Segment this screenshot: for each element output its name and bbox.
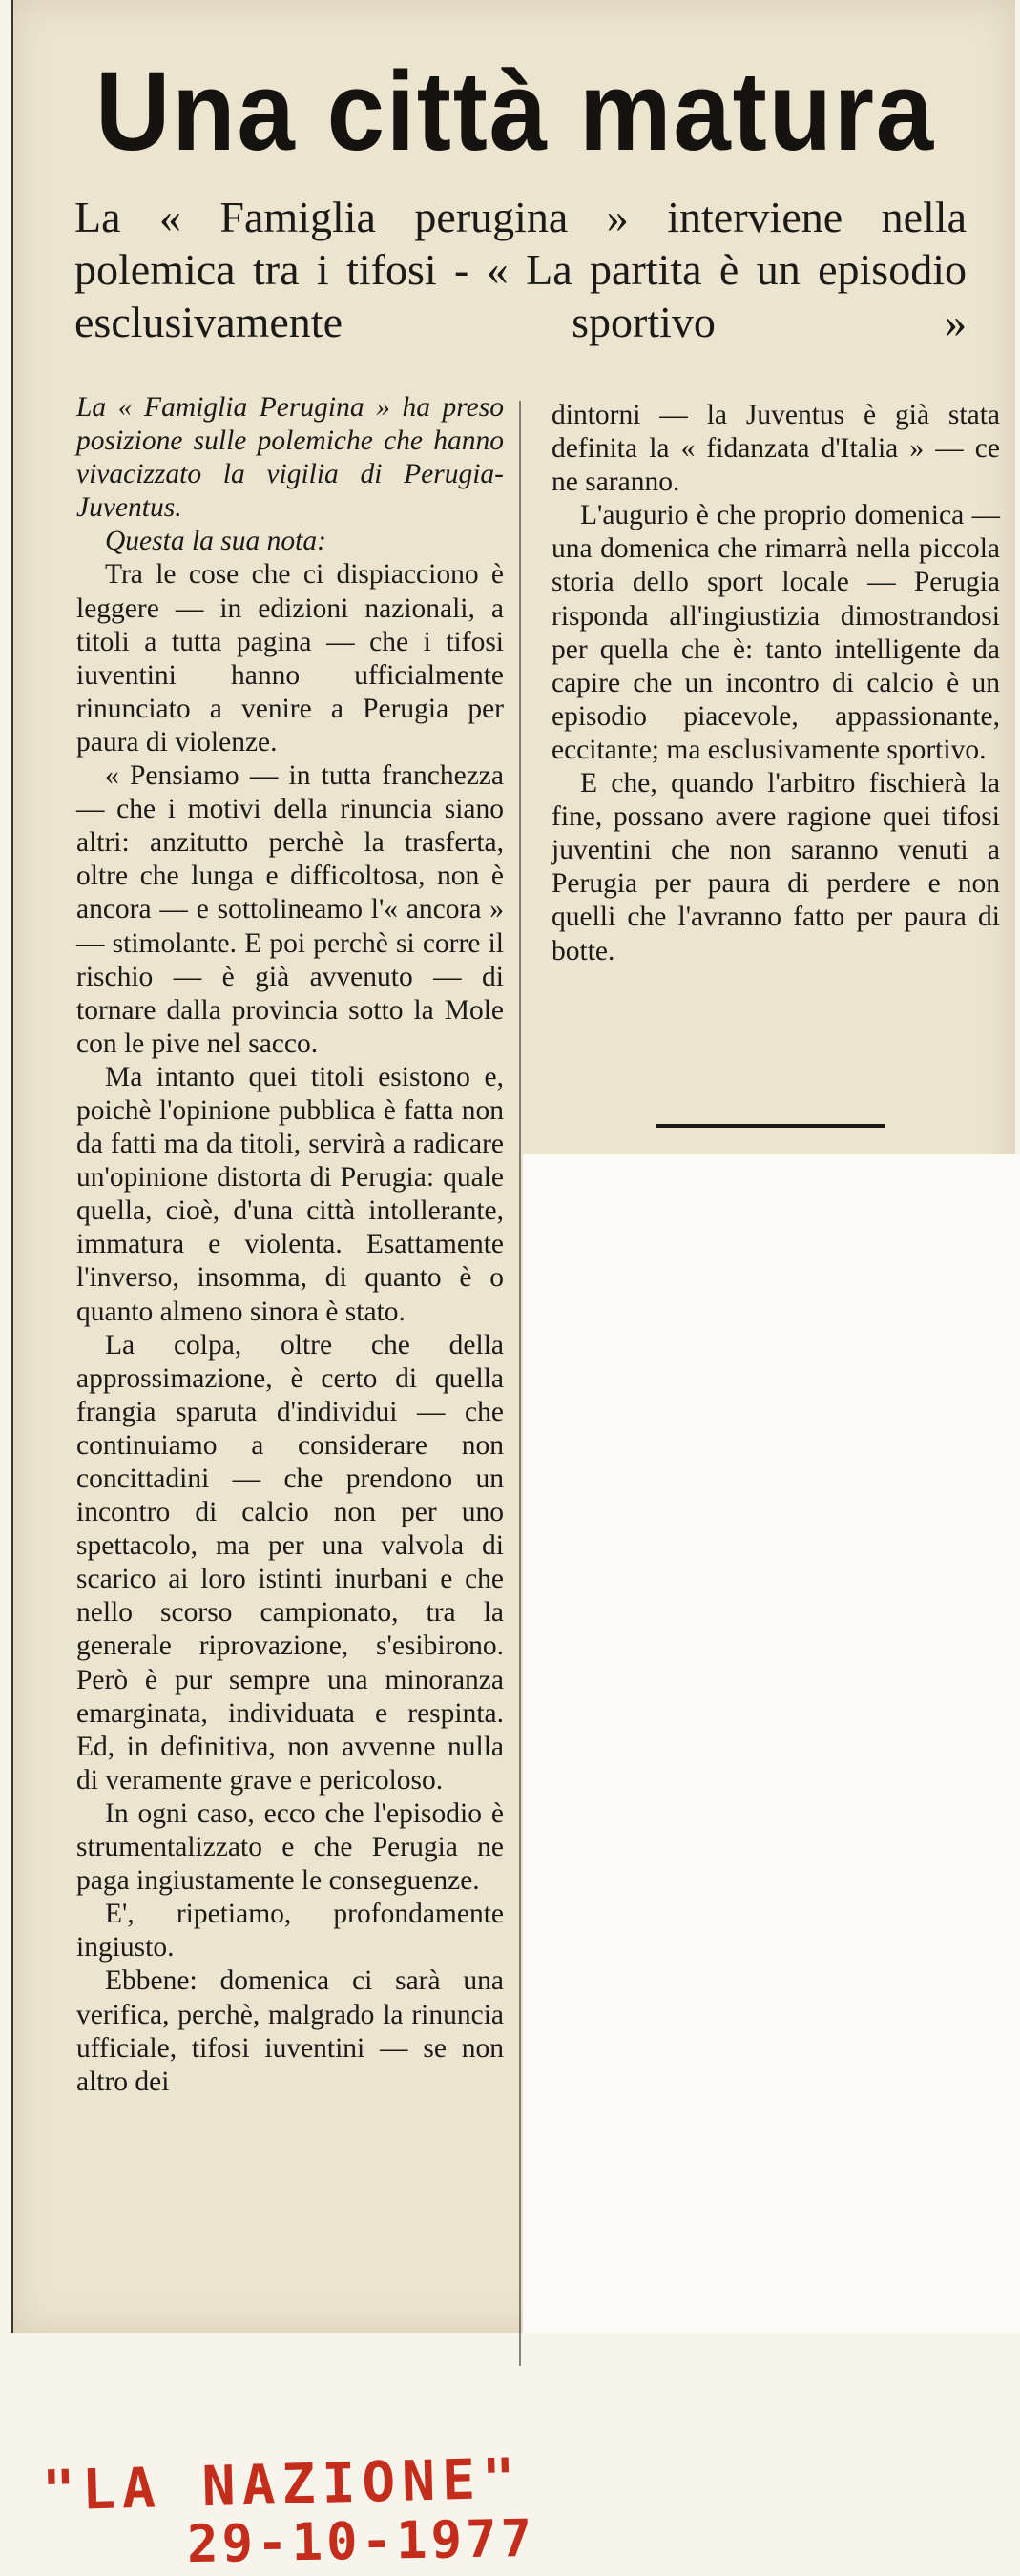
article-end-rule (656, 1124, 885, 1128)
intro-paragraph: La « Famiglia Perugina » ha preso posizione sulle polemiche che hanno vivacizzato la vigilia di Perugia-Juventus. (76, 392, 504, 524)
paragraph-continued: dintorni — la Juventus è già stata definita la « fidanzata d'Italia » — ce ne saranno. (552, 400, 1000, 498)
paragraph: Ebbene: domenica ci sarà una verifica, perchè, malgrado la rinuncia ufficiale, tifosi iuventini — se non altro dei (76, 1965, 504, 2097)
right-column (552, 399, 1000, 968)
paragraph: Ma intanto quei titoli esistono e, poichè l'opinione pubblica è fatta non da fatti ma da titoli, servirà a radicare un'opinione distorta di Perugia: quale quella, cioè, d'una città intollerante, immatura e violenta. Esattamente l'inverso, insomma, di quanto è o quanto almeno sinora è stato. (76, 1061, 504, 1327)
column-divider (519, 401, 521, 2366)
paragraph: E che, quando l'arbitro fischierà la fine, possano avere ragione quei tifosi juventini che non saranno venuti a Perugia per paura di perdere e non quelli che l'avranno fatto per paura di botte. (552, 768, 1000, 966)
paragraph: La colpa, oltre che della approssimazione, è certo di quella frangia sparuta d'individui — che continuiamo a considerare non concittadini — che prendono un incontro di calcio non per uno spettacolo, ma per una valvola di scarico ai loro istinti inurbani e che nello scorso campionato, tra la generale riprovazione, s'esibirono. Però è pur sempre una minoranza emarginata, individuata e respinta. Ed, in definitiva, non avvenne nulla di veramente grave e pericoloso. (76, 1329, 504, 1796)
paragraph: Tra le cose che ci dispiacciono è leggere — in edizioni nazionali, a titoli a tutta pagina — che i tifosi iuventini hanno ufficialmente rinunciato a venire a Perugia per paura di violenze. (76, 559, 504, 758)
paragraph: « Pensiamo — in tutta franchezza — che i motivi della rinuncia siano altri: anzitutto perchè la trasferta, oltre che lunga e difficoltosa, non è ancora — e sottolineamo l'« ancora » — stimolante. E poi perchè si corre il rischio — è già avvenuto — di tornare dalla provincia sotto la Mole con le pive nel sacco. (76, 760, 504, 1059)
paragraph: In ogni caso, ecco che l'episodio è strumentalizzato e che Perugia ne paga ingiustamente le conseguenze. (76, 1797, 504, 1897)
paragraph: L'augurio è che proprio domenica — una domenica che rimarrà nella piccola storia dello sport locale — Perugia risponda all'ingiustizia dimostrandosi per quella che è: tanto intelligente da capire che un incontro di calcio è un episodio piacevole, appassionante, eccitante; ma esclusivamente sportivo. (552, 500, 1000, 765)
blank-mounting-paper (523, 1154, 1020, 2333)
clipping-edge (11, 0, 13, 2333)
article-subheadline: La « Famiglia perugina » interviene nella polemica tra i tifosi - « La partita è un episodio esclusivamente sportivo » (74, 193, 967, 346)
note-heading: Questa la sua nota: (105, 526, 326, 557)
left-column (76, 391, 504, 2099)
handwritten-newspaper-name: "LA NAZIONE" (41, 2445, 523, 2524)
paragraph: E', ripetiamo, profondamente ingiusto. (76, 1899, 504, 1963)
handwritten-date: 29-10-1977 (186, 2507, 536, 2575)
article-headline: Una città matura (94, 49, 936, 175)
